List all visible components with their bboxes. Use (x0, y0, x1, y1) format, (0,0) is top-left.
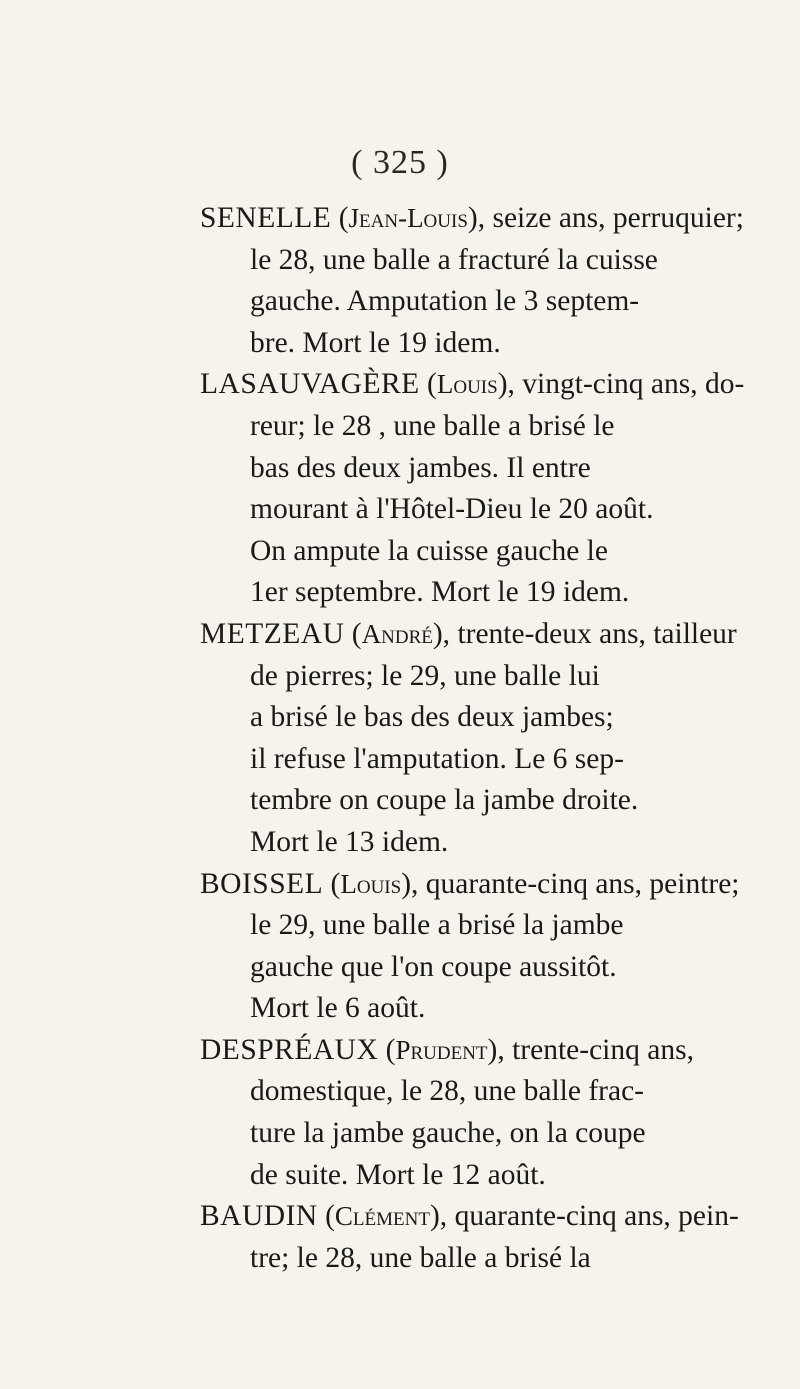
entry-metzeau: METZEAU (André), trente-deux ans, tailleur de pierres; le 29, une balle lui a brisé le bas des deux jambes; il refuse l'amputation. Le 6 sep- tembre on coupe la jambe droite. Mort le 13 idem. (200, 617, 737, 858)
entry-given-name: Louis (340, 868, 402, 899)
entry-list (200, 198, 760, 1279)
entry-text-line: le 28, une balle a fracturé la cuisse (250, 243, 658, 276)
entry-text-line: de suite. Mort le 12 août. (250, 1158, 546, 1191)
entry-text-line: gauche que l'on coupe aussitôt. (250, 950, 617, 983)
entry-text-line: 1er septembre. Mort le 19 idem. (250, 576, 630, 609)
page-number: ( 325 ) (351, 144, 449, 181)
entry-lasauvagere: LASAUVAGÈRE (Louis), vingt-cinq ans, do- reur; le 28 , une balle a brisé le bas des deux jambes. Il entre mourant à l'Hôtel-Dieu le 20 août. On ampute la cuisse gauche le 1er septembre. Mort le 19 idem. (200, 368, 745, 609)
entry-text-line: On ampute la cuisse gauche le (250, 534, 608, 567)
entry-senelle: SENELLE (Jean-Louis), seize ans, perruquier; le 28, une balle a fracturé la cuisse gauche. Amputation le 3 septem- bre. Mort le 19 idem. (200, 202, 744, 359)
entry-text-line: seize ans, perruquier; (492, 202, 744, 234)
entry-given-name: André (361, 618, 433, 649)
entry-surname: SENELLE (200, 202, 332, 234)
entry-text-line: Mort le 13 idem. (250, 825, 449, 858)
entry-text-line: bre. Mort le 19 idem. (250, 326, 501, 359)
entry-given-name: Clément (334, 1201, 430, 1232)
entry-text-line: il refuse l'amputation. Le 6 sep- (250, 742, 624, 775)
entry-text-line: tembre on coupe la jambe droite. (250, 784, 639, 817)
entry-text-line: trente-cinq ans, (512, 1033, 694, 1066)
entry-text-line: mourant à l'Hôtel-Dieu le 20 août. (250, 493, 654, 526)
entry-text-line: trente-deux ans, tailleur (457, 617, 737, 650)
entry-text-line: domestique, le 28, une balle frac- (250, 1075, 645, 1108)
entry-given-name: Prudent (395, 1034, 488, 1065)
entry-despreaux: DESPRÉAUX (Prudent), trente-cinq ans, domestique, le 28, une balle frac- ture la jambe gauche, on la coupe de suite. Mort le 12 août. (200, 1033, 694, 1191)
entry-text-line: a brisé le bas des deux jambes; (250, 701, 614, 734)
entry-surname: BOISSEL (200, 867, 324, 900)
entry-boissel: BOISSEL (Louis), quarante-cinq ans, peintre; le 29, une balle a brisé la jambe gauche que l'on coupe aussitôt. Mort le 6 août. (200, 867, 740, 1025)
entry-text-line: gauche. Amputation le 3 septem- (250, 285, 640, 318)
entry-text-line: tre; le 28, une balle a brisé la (250, 1241, 591, 1274)
entry-text-line: ture la jambe gauche, on la coupe (250, 1117, 646, 1150)
entry-given-name: Jean-Louis (348, 203, 468, 233)
entry-text-line: de pierres; le 29, une balle lui (250, 659, 600, 692)
entry-text-line: bas des deux jambes. Il entre (250, 451, 591, 484)
entry-text-line: quarante-cinq ans, peintre; (425, 867, 740, 900)
entry-text-line: reur; le 28 , une balle a brisé le (250, 409, 615, 442)
entry-text-line: le 29, une balle a brisé la jambe (250, 909, 624, 942)
entry-surname: METZEAU (200, 617, 345, 650)
entry-text-line: vingt-cinq ans, do- (522, 368, 745, 401)
entry-text-line: Mort le 6 août. (250, 992, 426, 1025)
entry-surname: LASAUVAGÈRE (200, 368, 420, 401)
entry-surname: BAUDIN (200, 1200, 318, 1233)
entry-text-line: quarante-cinq ans, pein- (454, 1200, 739, 1233)
entry-baudin: BAUDIN (Clément), quarante-cinq ans, pein- tre; le 28, une balle a brisé la (200, 1200, 739, 1274)
entry-given-name: Louis (436, 369, 498, 400)
entry-surname: DESPRÉAUX (200, 1033, 379, 1066)
